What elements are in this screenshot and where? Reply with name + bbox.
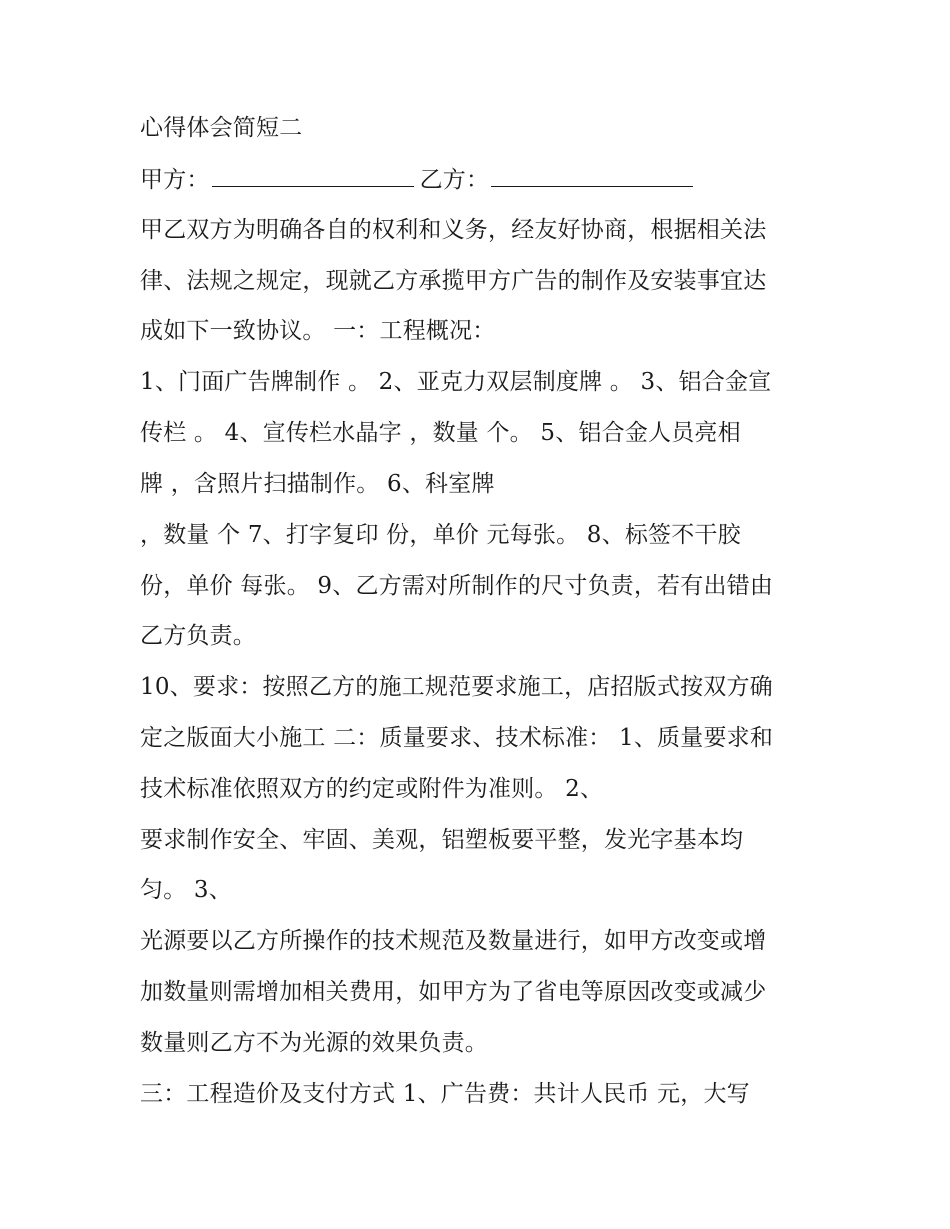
- body-line: 10、要求：按照乙方的施工规范要求施工，店招版式按双方确: [140, 674, 773, 700]
- party-a-label: 甲方：: [140, 167, 210, 193]
- body-line: ，数量 个 7、打字复印 份，单价 元每张。 8、标签不干胶: [140, 522, 741, 548]
- body-line: 光源要以乙方所操作的技术规范及数量进行，如甲方改变或增: [140, 928, 767, 954]
- party-a-blank: [212, 166, 414, 187]
- body-line: 律、法规之规定，现就乙方承揽甲方广告的制作及安装事宜达: [140, 268, 767, 294]
- party-b-blank: [491, 166, 693, 187]
- body-line: 三：工程造价及支付方式 1、广告费：共计人民币 元，大写: [140, 1081, 750, 1107]
- body-line: 定之版面大小施工 二：质量要求、技术标准： 1、质量要求和: [140, 725, 774, 751]
- body-line: 份，单价 每张。 9、乙方需对所制作的尺寸负责，若有出错由: [140, 573, 774, 599]
- body-line: 成如下一致协议。 一：工程概况：: [140, 318, 496, 344]
- body-line: 加数量则需增加相关费用，如甲方为了省电等原因改变或减少: [140, 979, 767, 1005]
- document-title: 心得体会简短二: [140, 115, 303, 141]
- body-line: 数量则乙方不为光源的效果负责。: [140, 1030, 488, 1056]
- party-b-label: 乙方：: [419, 167, 490, 193]
- body-line: 1、门面广告牌制作 。 2、亚克力双层制度牌 。 3、铝合金宣: [140, 369, 772, 395]
- body-line: 牌 ，含照片扫描制作。 6、科室牌: [140, 471, 495, 497]
- body-line: 技术标准依照双方的约定或附件为准则。 2、: [140, 776, 604, 802]
- body-line: 乙方负责。: [140, 623, 256, 649]
- body-line: 甲乙双方为明确各自的权利和义务，经友好协商，根据相关法: [140, 217, 767, 243]
- body-line: 传栏 。 4、宣传栏水晶字 ，数量 个。 5、铝合金人员亮相: [140, 420, 741, 446]
- body-line: 匀。 3、: [140, 877, 232, 903]
- parties-line: [140, 165, 699, 195]
- body-line: 要求制作安全、牢固、美观，铝塑板要平整，发光字基本均: [140, 827, 744, 853]
